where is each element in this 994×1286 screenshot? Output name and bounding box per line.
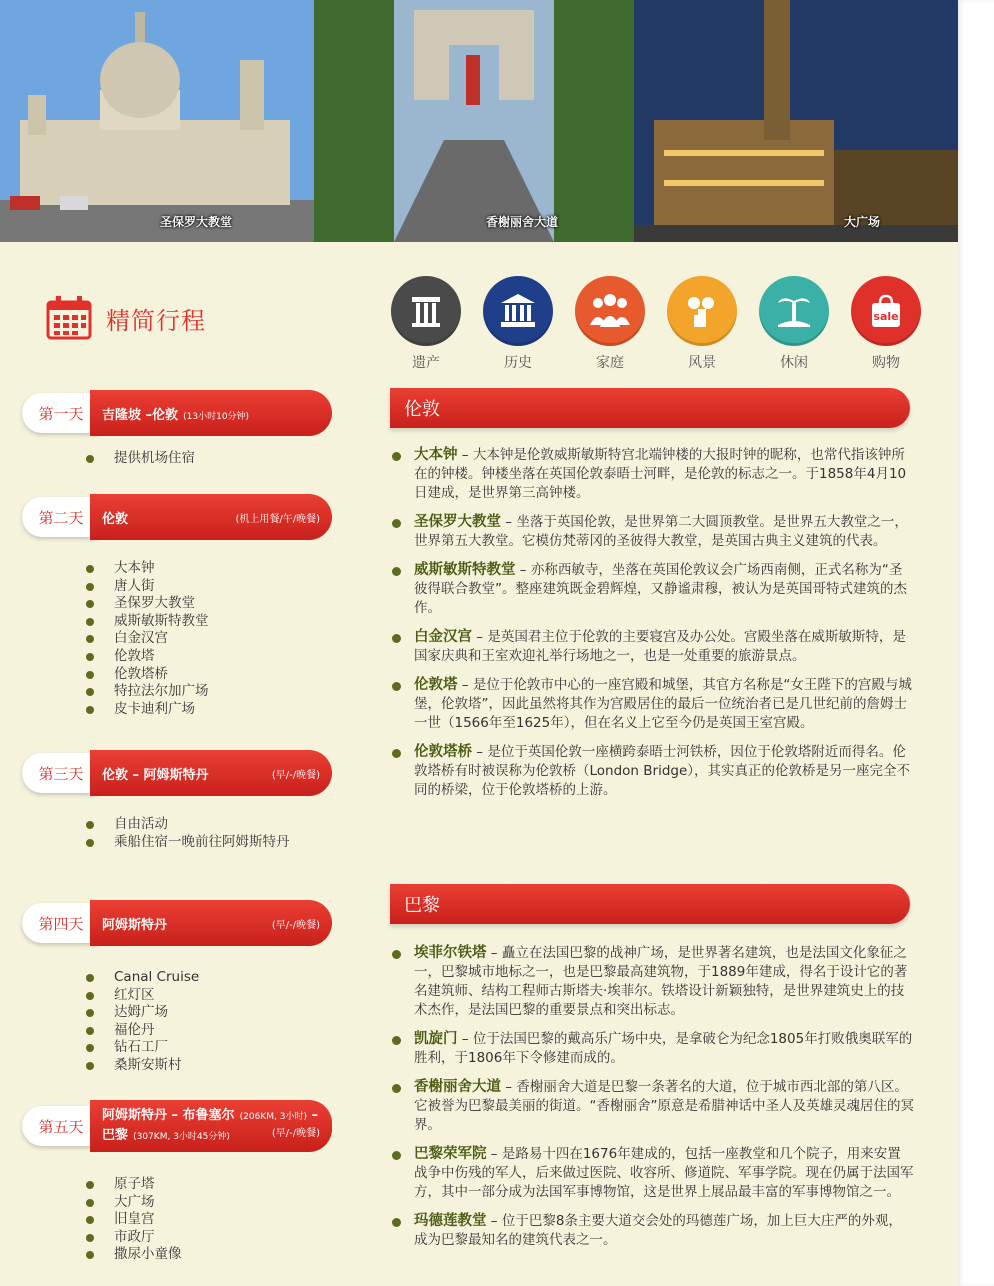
category-label: 风景 xyxy=(688,355,716,371)
list-item xyxy=(392,446,914,503)
list-item xyxy=(392,628,914,666)
day-3-stops xyxy=(86,816,290,851)
family-icon xyxy=(575,276,645,346)
category-label: 遗产 xyxy=(412,355,440,371)
day-2-stops xyxy=(86,560,209,718)
entry-text: 矗立在法国巴黎的战神广场，是世界著名建筑，也是法国文化象征之一，巴黎城市地标之一，也是巴黎最高建筑物，于1889年建成，得名于设计它的著名建筑师、结构工程师古斯塔夫·埃菲尔。铁塔设计新颖独特，是世界建筑史上的技术杰作，是法国巴黎的重要景点和突出标志。 xyxy=(414,945,908,1018)
itinerary-title-block xyxy=(46,296,206,340)
list-item: 大广场 xyxy=(86,1194,182,1212)
photo-st-pauls xyxy=(0,0,314,242)
list-item: 福伦丹 xyxy=(86,1022,199,1040)
category-label: 历史 xyxy=(504,355,532,371)
sale-badge: sale xyxy=(873,309,899,323)
day-route-bar xyxy=(90,750,332,796)
category-label: 家庭 xyxy=(596,355,624,371)
list-item xyxy=(392,944,914,1020)
list-item: 红灯区 xyxy=(86,987,199,1005)
day-route: 阿姆斯特丹 xyxy=(102,917,168,933)
entry-name: 埃菲尔铁塔 xyxy=(414,945,487,961)
list-item: 旧皇宫 xyxy=(86,1211,182,1229)
entry-name: 香榭丽舍大道 xyxy=(414,1079,501,1095)
entry-text: 香榭丽舍大道是巴黎一条著名的大道，位于城市西北部的第八区。它被誉为巴黎最美丽的街道。“香榭丽舍”原意是希腊神话中圣人及英雄灵魂居住的冥界。 xyxy=(414,1079,914,1133)
category-scenery xyxy=(656,276,748,372)
day-1-header xyxy=(22,390,332,436)
entry-name: 白金汉宫 xyxy=(414,629,472,645)
day-route-bar xyxy=(90,494,332,540)
city-banner-london xyxy=(390,388,910,428)
day-tag: 第二天 xyxy=(22,497,100,537)
list-item xyxy=(392,1078,914,1135)
day-meal: (机上用餐/午/晚餐) xyxy=(235,513,320,525)
day-3-header xyxy=(22,750,332,796)
list-item xyxy=(392,1145,914,1202)
day-2-header xyxy=(22,494,332,540)
day-route-detail-second: (307KM, 3小时45分钟) xyxy=(133,1132,230,1142)
day-route-bar xyxy=(90,390,332,436)
entry-sep: – xyxy=(515,562,531,578)
column-icon xyxy=(391,276,461,346)
photo-caption: 香榭丽舍大道 xyxy=(486,215,559,229)
entry-sep: – xyxy=(486,945,502,961)
list-item: 皮卡迪利广场 xyxy=(86,701,209,719)
category-label: 休闲 xyxy=(780,355,808,371)
photo-caption: 大广场 xyxy=(844,215,881,229)
entry-text: 是路易十四在1676年建成的，包括一座教堂和几个院子，用来安置战争中伤残的军人，后来做过医院、收容所、修道院、军事学院。现在仍属于法国军方，其中一部分成为法国军事博物馆，这是世界上展品最丰富的军事博物馆之一。 xyxy=(414,1146,914,1200)
list-item: 大本钟 xyxy=(86,560,209,578)
binoculars-icon xyxy=(667,276,737,346)
list-item: 威斯敏斯特教堂 xyxy=(86,613,209,631)
entry-name: 大本钟 xyxy=(414,447,458,463)
day-4-stops xyxy=(86,969,199,1075)
day-route-dash: – xyxy=(306,1108,319,1123)
list-item: 伦敦塔桥 xyxy=(86,666,209,684)
photo-grand-place xyxy=(634,0,958,242)
day-tag: 第四天 xyxy=(22,903,100,943)
list-item: 自由活动 xyxy=(86,816,290,834)
page-title: 精简行程 xyxy=(106,306,206,335)
list-item: 圣保罗大教堂 xyxy=(86,595,209,613)
entry-sep: – xyxy=(472,744,488,760)
list-item: 钻石工厂 xyxy=(86,1039,199,1057)
entry-text: 位于法国巴黎的戴高乐广场中央，是拿破仑为纪念1805年打败俄奥联军的胜利，于1806年下令修建而成的。 xyxy=(414,1031,913,1066)
photo-strip xyxy=(0,0,958,242)
list-item: 原子塔 xyxy=(86,1176,182,1194)
entry-name: 伦敦塔桥 xyxy=(414,744,472,760)
palm-tree-icon xyxy=(759,276,829,346)
entry-text: 亦称西敏寺，坐落在英国伦敦议会广场西南侧，正式名称为“圣彼得联合教堂”。整座建筑既金碧辉煌，又静谧肃穆，被认为是英国哥特式建筑的杰作。 xyxy=(414,562,907,616)
day-route-bar xyxy=(90,1100,332,1152)
entry-sep: – xyxy=(486,1213,502,1229)
paris-entries xyxy=(392,944,914,1260)
category-leisure xyxy=(748,276,840,372)
entry-text: 位于巴黎8条主要大道交会处的玛德莲广场，加上巨大庄严的外观，成为巴黎最知名的建筑代表之一。 xyxy=(414,1213,902,1248)
entry-name: 圣保罗大教堂 xyxy=(414,514,501,530)
list-item: 市政厅 xyxy=(86,1229,182,1247)
list-item xyxy=(392,513,914,551)
entry-text: 是英国君主位于伦敦的主要寝宫及办公处。宫殿坐落在威斯敏斯特，是国家庆典和王室欢迎礼举行场地之一，也是一处重要的旅游景点。 xyxy=(414,629,906,664)
category-label: 购物 xyxy=(872,355,900,371)
city-name: 伦敦 xyxy=(404,399,440,420)
page-edge xyxy=(958,0,994,1286)
entry-sep: – xyxy=(457,447,473,463)
shopping-bag-icon xyxy=(851,276,921,346)
entry-text: 坐落于英国伦敦，是世界第二大圆顶教堂。是世界五大教堂之一，世界第五大教堂。它模仿梵蒂冈的圣彼得大教堂，是英国古典主义建筑的代表。 xyxy=(414,514,908,549)
day-route-detail: (13小时10分钟) xyxy=(183,411,250,422)
category-heritage xyxy=(380,276,472,372)
category-icons xyxy=(380,276,932,372)
entry-name: 威斯敏斯特教堂 xyxy=(414,562,516,578)
list-item: 乘船住宿一晚前往阿姆斯特丹 xyxy=(86,834,290,852)
london-entries xyxy=(392,446,914,810)
entry-sep: – xyxy=(501,1079,517,1095)
list-item: 特拉法尔加广场 xyxy=(86,683,209,701)
photo-champs-elysees xyxy=(314,0,634,242)
day-tag: 第三天 xyxy=(22,753,100,793)
list-item xyxy=(392,676,914,733)
day-meal: (早/-/晚餐) xyxy=(271,919,320,931)
entry-sep: – xyxy=(486,1146,502,1162)
day-5-header xyxy=(22,1100,332,1152)
day-route-detail: (206KM, 3小时) xyxy=(239,1112,307,1122)
entry-text: 是位于英国伦敦一座横跨泰晤士河铁桥，因位于伦敦塔附近而得名。伦敦塔桥有时被误称为伦敦桥（London Bridge），其实真正的伦敦桥是另一座完全不同的桥梁，位于伦敦塔桥的上游。 xyxy=(414,744,911,798)
category-history xyxy=(472,276,564,372)
list-item: 桑斯安斯村 xyxy=(86,1057,199,1075)
museum-icon xyxy=(483,276,553,346)
day-route-second: 巴黎 xyxy=(102,1128,129,1143)
day-5-stops xyxy=(86,1176,182,1264)
list-item: 伦敦塔 xyxy=(86,648,209,666)
list-item: 撒尿小童像 xyxy=(86,1246,182,1264)
category-shopping xyxy=(840,276,932,372)
list-item: Canal Cruise xyxy=(86,969,199,987)
entry-text: 是位于伦敦市中心的一座宫殿和城堡，其官方名称是“女王陛下的宫殿与城堡，伦敦塔”，因此虽然将其作为宫殿居住的最后一位统治者已是几世纪前的詹姆士一世（1566年至1625年），但在名义上它至今仍是英国王室宫殿。 xyxy=(414,677,912,731)
city-banner-paris xyxy=(390,884,910,924)
entry-sep: – xyxy=(457,677,473,693)
entry-name: 伦敦塔 xyxy=(414,677,458,693)
list-item xyxy=(392,743,914,800)
day-route: 吉隆坡 –伦敦 xyxy=(102,407,179,423)
day-route: 伦敦 – 阿姆斯特丹 xyxy=(102,767,209,783)
entry-sep: – xyxy=(457,1031,473,1047)
day-1-stops xyxy=(86,450,195,468)
entry-name: 巴黎荣军院 xyxy=(414,1146,487,1162)
entry-sep: – xyxy=(501,514,517,530)
entry-name: 凯旋门 xyxy=(414,1031,458,1047)
day-route: 阿姆斯特丹 – 布鲁塞尔 xyxy=(102,1108,235,1123)
list-item xyxy=(392,1030,914,1068)
entry-sep: – xyxy=(472,629,488,645)
day-tag: 第五天 xyxy=(22,1106,100,1146)
day-tag: 第一天 xyxy=(22,393,100,433)
city-name: 巴黎 xyxy=(404,895,440,916)
day-route: 伦敦 xyxy=(102,511,129,527)
list-item: 提供机场住宿 xyxy=(86,450,195,468)
calendar-icon xyxy=(46,296,92,340)
day-meal: (早/-/晚餐) xyxy=(271,769,320,781)
list-item: 唐人街 xyxy=(86,578,209,596)
list-item xyxy=(392,561,914,618)
list-item xyxy=(392,1212,914,1250)
list-item: 白金汉宫 xyxy=(86,630,209,648)
day-meal: (早/-/晚餐) xyxy=(271,1128,320,1139)
day-route-bar xyxy=(90,900,332,946)
category-family xyxy=(564,276,656,372)
entry-text: 大本钟是伦敦威斯敏斯特宫北端钟楼的大报时钟的昵称，也常代指该钟所在的钟楼。钟楼坐落在英国伦敦泰晤士河畔，是伦敦的标志之一。于1858年4月10日建成，是世界第三高钟楼。 xyxy=(414,447,907,501)
day-4-header xyxy=(22,900,332,946)
entry-name: 玛德莲教堂 xyxy=(414,1213,487,1229)
photo-caption: 圣保罗大教堂 xyxy=(160,215,233,229)
list-item: 达姆广场 xyxy=(86,1004,199,1022)
